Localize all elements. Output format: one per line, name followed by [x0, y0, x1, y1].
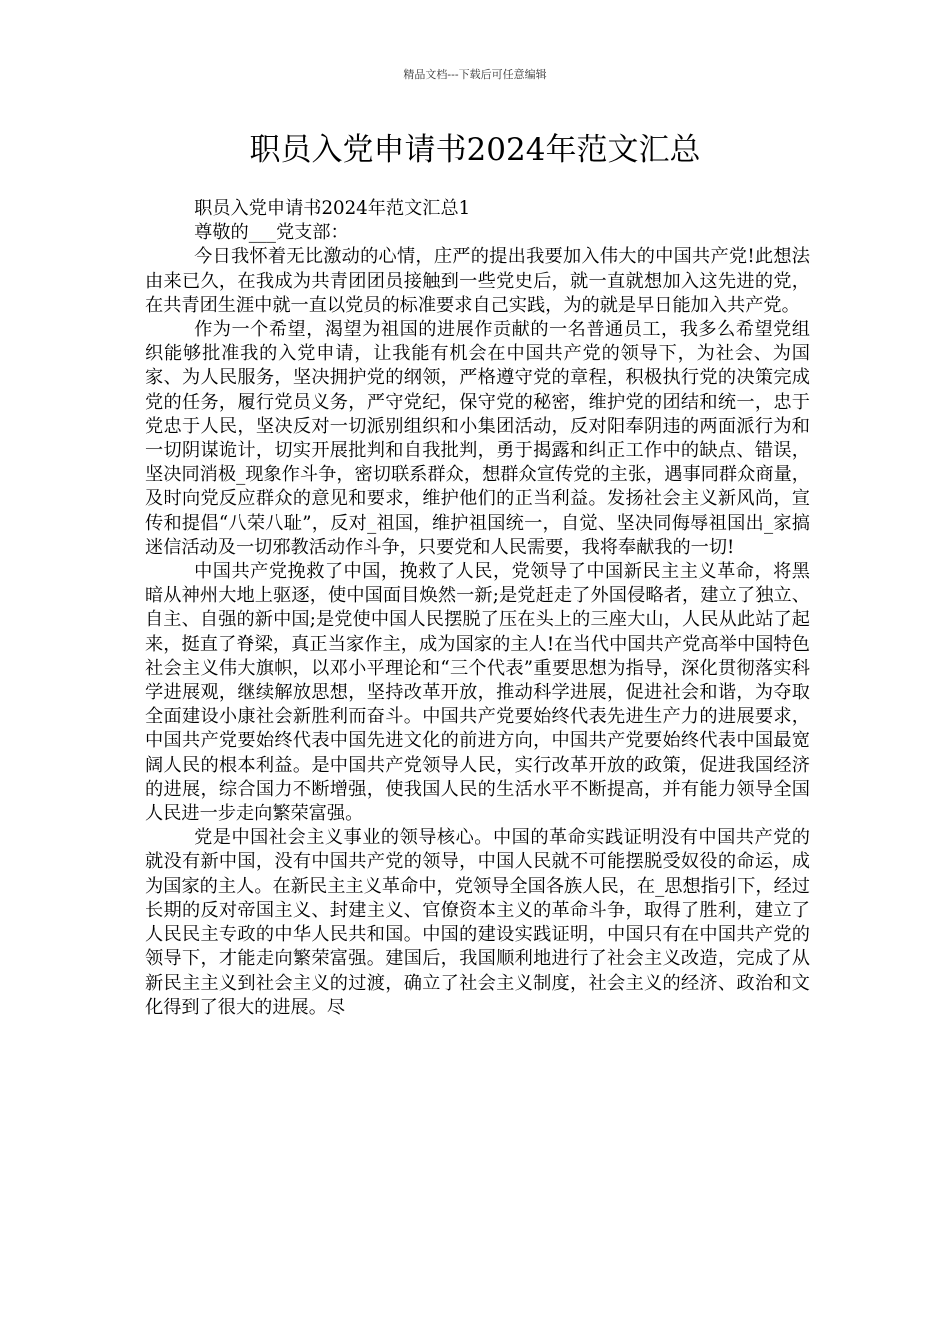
document-title: 职员入党申请书2024年范文汇总 [249, 132, 701, 168]
section-subtitle: 职员入党申请书2024年范文汇总1 [194, 198, 471, 219]
paragraph-2: 作为一个希望，渴望为祖国的进展作贡献的一名普通员工，我多么希望党组织能够批准我的入党申请，让我能有机会在中国共产党的领导下，为社会、为国家、为人民服务，坚决拥护党的纲领，严格遵守党的章程，积极执行党的决策完成党的任务，履行党员义务，严守党纪，保守党的秘密，维护党的团结和统一，忠于党忠于人民，坚决反对一切派别组织和小集团活动，反对阳奉阴违的两面派行为和一切阴谋诡计，切实开展批判和自我批判，勇于揭露和纠正工作中的缺点、错误，坚决同消极_现象作斗争，密切联系群众，想群众宣传党的主张，遇事同群众商量，及时向党反应群众的意见和要求，维护他们的正当利益。发扬社会主义新风尚，宣传和提倡“八荣八耻”，反对_祖国，维护祖国统一，自觉、坚决同侮辱祖国出_家搞迷信活动及一切邪教活动作斗争，只要党和人民需要，我将奉献我的一切! [145, 319, 810, 558]
salutation: 尊敬的___党支部： [194, 222, 349, 244]
paragraph-3: 中国共产党挽救了中国，挽救了人民，党领导了中国新民主主义革命，将黑暗从神州大地上驱逐，使中国面目焕然一新;是党赶走了外国侵略者，建立了独立、自主、自强的新中国;是党使中国人民摆脱了压在头上的三座大山，人民从此站了起来，挺直了脊梁，真正当家作主，成为国家的主人!在当代中国共产党高举中国特色社会主义伟大旗帜，以邓小平理论和“三个代表”重要思想为指导，深化贯彻落实科学进展观，继续解放思想，坚持改革开放，推动科学进展，促进社会和谐，为夺取全面建设小康社会新胜利而奋斗。中国共产党要始终代表先进生产力的进展要求，中国共产党要始终代表中国先进文化的前进方向，中国共产党要始终代表中国最宽阔人民的根本利益。是中国共产党领导人民，实行改革开放的政策，促进我国经济的进展，综合国力不断增强，使我国人民的生活水平不断提高，并有能力领导全国人民进一步走向繁荣富强。 [145, 561, 810, 825]
page-header: 精品文档---下载后可任意编辑 [403, 68, 547, 81]
paragraph-4: 党是中国社会主义事业的领导核心。中国的革命实践证明没有中国共产党的就没有新中国，没有中国共产党的领导，中国人民就不可能摆脱受奴役的命运，成为国家的主人。在新民主主义革命中，党领导全国各族人民，在_思想指引下，经过长期的反对帝国主义、封建主义、官僚资本主义的革命斗争，取得了胜利，建立了人民民主专政的中华人民共和国。中国的建设实践证明，中国只有在中国共产党的领导下，才能走向繁荣富强。建国后，我国顺利地进行了社会主义改造，完成了从新民主主义到社会主义的过渡，确立了社会主义制度，社会主义的经济、政治和文化得到了很大的进展。尽 [145, 827, 810, 1018]
document-body [145, 197, 810, 1020]
paragraph-1: 今日我怀着无比激动的心情，庄严的提出我要加入伟大的中国共产党!此想法由来已久，在我成为共青团团员接触到一些党史后，就一直就想加入这先进的党，在共青团生涯中就一直以党员的标准要求自己实践，为的就是早日能加入共产党。 [145, 246, 810, 316]
